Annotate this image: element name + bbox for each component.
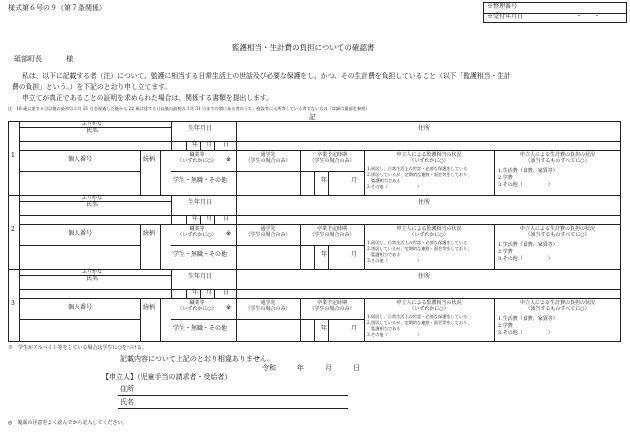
cost-option-2: 2.学費 (498, 249, 513, 255)
care-label: 申立人による監護相当の状況 (396, 152, 462, 158)
job-mark: ※ (226, 304, 232, 311)
addressee-prefix: 砥部町長 (14, 55, 42, 63)
intro-line-3: 申立てが真正であることの証明を求められた場合は、関係する書類を提出します。 (22, 94, 273, 102)
cost-sub: （該当するものすべてに○） (525, 306, 590, 312)
school-label: 通学先 (260, 300, 276, 306)
birthdate-label: 生年月日 (188, 273, 213, 280)
cost-option-2: 2.学費 (498, 175, 513, 181)
month-label: 月 (206, 215, 213, 222)
intro-note: 注 18 歳に達する日以後の最初の３月 31 日を経過した後から 22 歳に達する日以後の最初の３月 31 日までの間にある者のうち、施設等に入所等している者でないもの（詳細は裏面を参照） (8, 106, 370, 111)
name-label: 氏名 (86, 201, 99, 208)
intro-line-2: 費の負担」という。）を下記のとおり申し立てます。 (12, 83, 172, 91)
grad-year: 年 (321, 325, 328, 332)
care-option-2: 2.別居しているが、定期的な連絡・面会等をしており、 (367, 172, 472, 177)
job-label: 職業等 (189, 300, 205, 306)
person-number-label: 個人番号 (68, 230, 93, 237)
name-label: 氏名 (86, 275, 99, 282)
row-number: 2 (11, 226, 15, 233)
name-underline[interactable] (118, 408, 348, 409)
care-sub: （いずれかに○） (409, 232, 449, 238)
care-option-3: 監護相当である (367, 178, 401, 183)
care-option-1: 1.同居し、日常生活上の世話・必要な保護をしている (367, 166, 468, 171)
relation-label: 続柄 (143, 230, 156, 237)
confirmation-text: 記載内容について上記のとおり相違ありません。 (120, 355, 275, 363)
cost-sub: （該当するものすべてに○） (525, 232, 590, 238)
year-label: 年 (192, 141, 199, 148)
job-label: 職業等 (189, 152, 205, 158)
job-sub: （いずれかに○） (177, 232, 217, 238)
care-option-1: 1.同居し、日常生活上の世話・必要な保護をしている (367, 314, 468, 319)
birthdate-label: 生年月日 (188, 199, 213, 206)
cost-option-1: 1.生活費（食費、家賃等） (498, 316, 558, 322)
school-sub: （学生の場合のみ） (245, 306, 291, 312)
relation-label: 続柄 (143, 156, 156, 163)
school-label: 通学先 (260, 226, 276, 232)
address-label: 住所 (418, 125, 431, 132)
addressee-suffix: 様 (66, 55, 74, 63)
care-option-4: 3.その他（ ） (367, 332, 422, 337)
cost-label: 申立人による生計費の負担の状況 (519, 152, 595, 158)
address-label: 住所 (418, 199, 431, 206)
cost-option-1: 1.生活費（食費、家賃等） (498, 168, 558, 174)
cost-option-1: 1.生活費（食費、家賃等） (498, 242, 558, 248)
job-options: 学生・無職・その他 (173, 251, 228, 258)
month-label: 月 (206, 289, 213, 296)
care-option-3: 監護相当である (367, 252, 401, 257)
cost-option-3: 3.その他（ ） (498, 256, 553, 262)
day-label: 日 (223, 215, 230, 222)
year-label: 年 (192, 289, 199, 296)
birthdate-label: 生年月日 (188, 125, 213, 132)
year-label: 年 (192, 215, 199, 222)
admin-box (483, 2, 627, 23)
address-underline[interactable] (118, 395, 348, 396)
persons-table (8, 121, 621, 342)
back-note: ◎ 裏面の注意をよく読んでから記入してください。 (8, 420, 128, 426)
relation-label: 続柄 (143, 304, 156, 311)
care-sub: （いずれかに○） (409, 158, 449, 164)
form-number: 様式第６号の９（第７条関係） (8, 4, 106, 12)
care-sub: （いずれかに○） (409, 306, 449, 312)
student-note: ※ 学生がアルバイト等をしている場合は学生に○をつける。 (8, 345, 147, 351)
care-option-3: 監護相当である (367, 326, 401, 331)
intro-line-1: 私は、以下に記載する者（注）について、監護に相当する日常生活上の世話及び必要な保護をし、かつ、その生計費を負担していること（以下「監護相当・生計 (22, 72, 511, 80)
cost-label: 申立人による生計費の負担の状況 (519, 300, 595, 306)
address-label: 住所 (418, 273, 431, 280)
row-number: 3 (11, 300, 15, 307)
day-label: 日 (223, 289, 230, 296)
applicant-heading: 【申立人】（児童手当の請求者・受給者） (102, 373, 232, 381)
grad-month: 月 (351, 325, 358, 332)
furigana-label: ふりがな (82, 269, 103, 275)
school-sub: （学生の場合のみ） (245, 158, 291, 164)
grad-sub: （学生の場合のみ） (309, 232, 355, 238)
person-block-2 (8, 195, 621, 269)
job-options: 学生・無職・その他 (173, 325, 228, 332)
grad-year: 年 (321, 177, 328, 184)
care-label: 申立人による監護相当の状況 (396, 226, 462, 232)
care-option-2: 2.別居しているが、定期的な連絡・面会等をしており、 (367, 320, 472, 325)
grad-month: 月 (351, 177, 358, 184)
care-option-4: 3.その他（ ） (367, 184, 422, 189)
applicant-name-label: 氏名 (120, 398, 134, 406)
job-mark: ※ (226, 156, 232, 163)
care-option-1: 1.同居し、日常生活上の世話・必要な保護をしている (367, 240, 468, 245)
cost-sub: （該当するものすべてに○） (525, 158, 590, 164)
furigana-label: ふりがな (82, 121, 103, 127)
cost-option-3: 3.その他（ ） (498, 330, 553, 336)
job-sub: （いずれかに○） (177, 306, 217, 312)
job-label: 職業等 (189, 226, 205, 232)
applicant-address-label: 住所 (120, 385, 134, 393)
cost-option-3: 3.その他（ ） (498, 182, 553, 188)
job-sub: （いずれかに○） (177, 158, 217, 164)
day-label: 日 (223, 141, 230, 148)
care-label: 申立人による監護相当の状況 (396, 300, 462, 306)
grad-label: 卒業予定時期 (316, 300, 347, 306)
cost-label: 申立人による生計費の負担の状況 (519, 226, 595, 232)
grad-month: 月 (351, 251, 358, 258)
school-sub: （学生の場合のみ） (245, 232, 291, 238)
person-number-label: 個人番号 (68, 304, 93, 311)
addressee (14, 55, 73, 63)
date-line: 令和 年 月 日 (262, 364, 360, 372)
grad-sub: （学生の場合のみ） (309, 306, 355, 312)
grad-label: 卒業予定時期 (316, 226, 347, 232)
job-options: 学生・無職・その他 (173, 177, 228, 184)
ki-marker: 記 (309, 113, 316, 121)
job-mark: ※ (226, 230, 232, 237)
grad-year: 年 (321, 251, 328, 258)
person-number-label: 個人番号 (68, 156, 93, 163)
name-label: 氏名 (86, 127, 99, 134)
furigana-label: ふりがな (82, 195, 103, 201)
person-block-1 (8, 121, 621, 195)
school-label: 通学先 (260, 152, 276, 158)
received-date-dots: ・ ・ (576, 13, 601, 20)
grad-sub: （学生の場合のみ） (309, 158, 355, 164)
grad-label: 卒業予定時期 (316, 152, 347, 158)
received-date-label: ※受付年月日 (487, 13, 524, 20)
month-label: 月 (206, 141, 213, 148)
row-number: 1 (11, 152, 15, 159)
person-block-3 (8, 269, 621, 342)
document-title: 監護相当・生計費の負担についての確認書 (232, 43, 375, 52)
ref-number-label: ※整理番号 (487, 3, 518, 10)
care-option-4: 3.その他（ ） (367, 258, 422, 263)
cost-option-2: 2.学費 (498, 323, 513, 329)
care-option-2: 2.別居しているが、定期的な連絡・面会等をしており、 (367, 246, 472, 251)
